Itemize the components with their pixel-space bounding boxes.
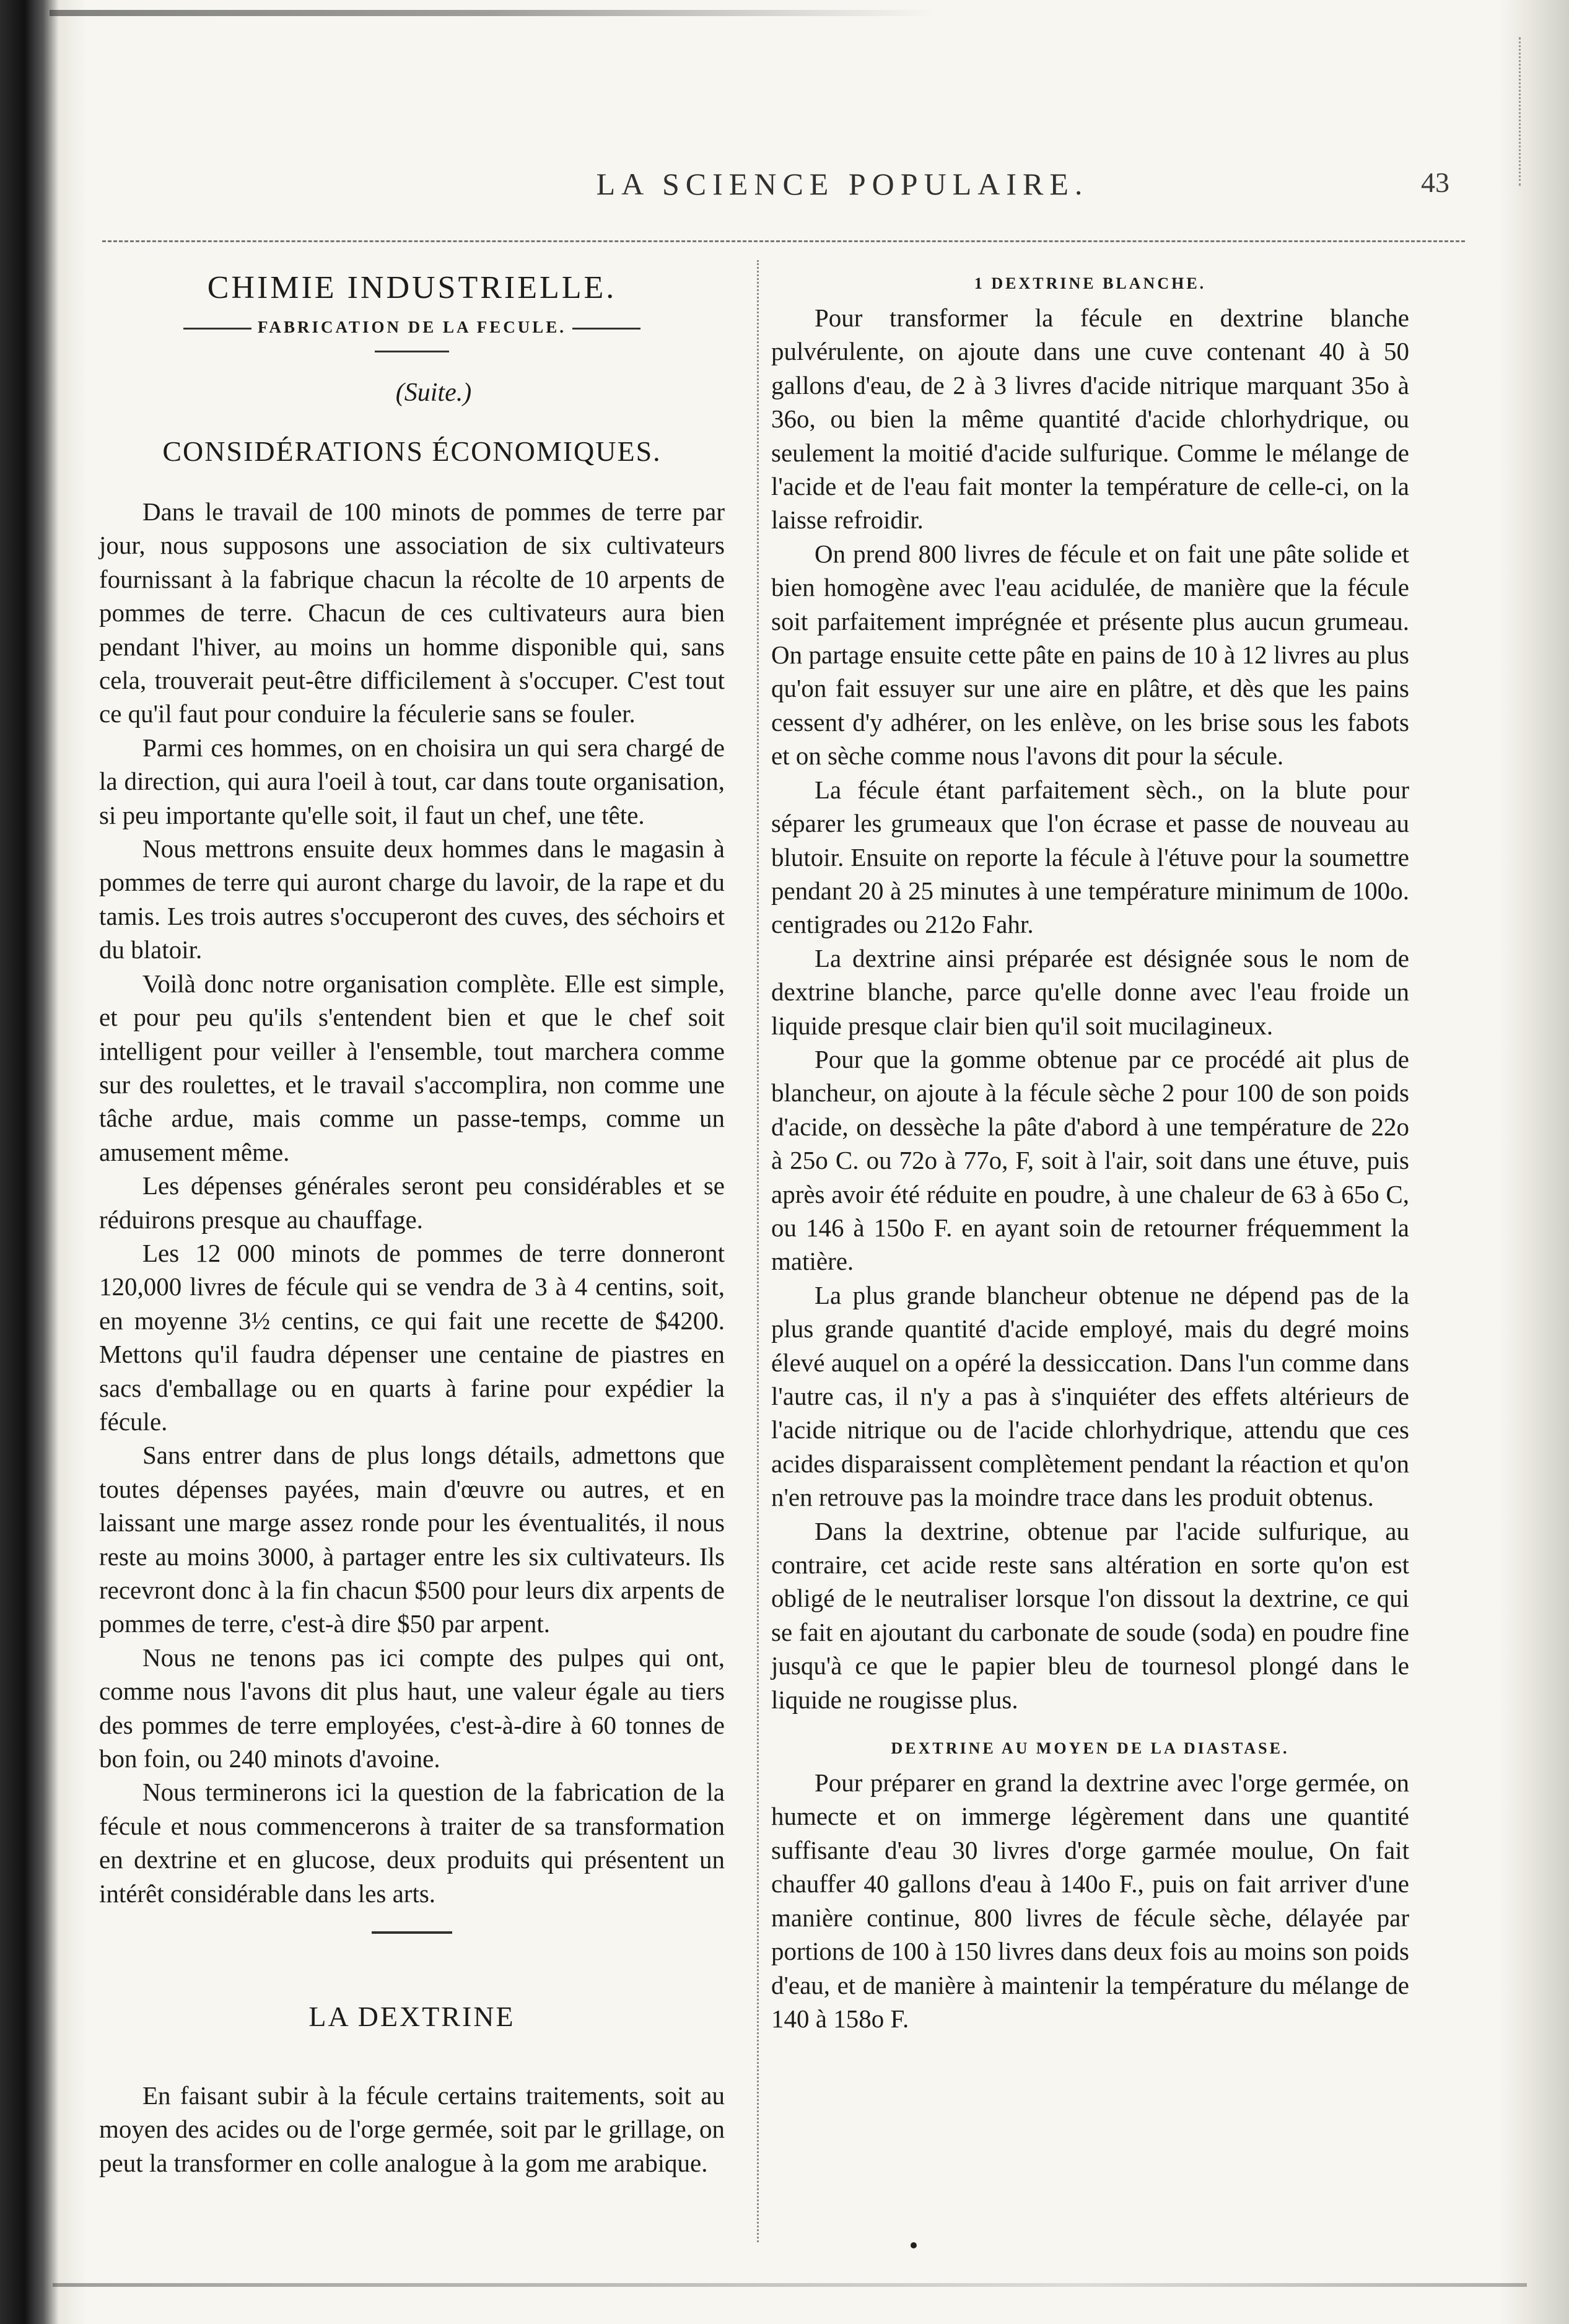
paragraph: Pour transformer la fécule en dextrine blanche pulvérulente, on ajoute dans une cuve contenant 40 à 50 gallons d'eau, de 2 à 3 livres d'acide nitrique marquant 35o à 36o, ou bien la même quantité d'acide chlorhydrique, ou seulement la moitié d'acide sulfurique. Comme le mélange de l'acide et de l'eau fait monter la température de celle-ci, on la laisse refroidir.: [771, 304, 1409, 535]
paragraph: La dextrine ainsi préparée est désignée sous le nom de dextrine blanche, parce qu'elle donne avec l'eau froide un liquide presque clair bien qu'il soit mucilagineux.: [771, 943, 1409, 1040]
ink-dot: [911, 2242, 917, 2248]
paragraph: Pour que la gomme obtenue par ce procédé ait plus de blancheur, on ajoute à la fécule sèche 2 pour 100 de son poids d'acide, on dessèche la pâte d'abord à une température de 22o à 25o C. ou 72o à 77o, F, soit à l'air, soit dans une étuve, puis après avoir été réduite en poudre, à une chaleur de 63 à 65o C, ou 146 à 150o F. en ayant soin de retourner fréquemment la matière.: [771, 1044, 1409, 1276]
paragraph: Nous terminerons ici la question de la fabrication de la fécule et nous commencerons à traiter de sa transformation en dextrine et en glucose, deux produits qui présentent un intérêt considérable dans les arts.: [99, 1778, 725, 1908]
paragraph: La fécule étant parfaitement sèch., on la blute pour séparer les grumeaux que l'on écrase et passe de nouveau au blutoir. Ensuite on reporte la fécule à l'étuve pour la soumettre pendant 20 à 25 minutes à une température minimum de 100o. centigrades ou 212o Fahr.: [771, 775, 1409, 939]
subtitle-dash: [572, 328, 640, 330]
column-divider: [757, 260, 759, 2242]
article-subtitle: [99, 310, 725, 344]
paragraph: Pour préparer en grand la dextrine avec l'orge germée, on humecte et on immerge légèrement dans une quantité suffisante d'eau 30 livres d'orge garmée moulue, On fait chauffer 40 gallons d'eau à 140o F., puis on fait arriver d'une manière continue, 800 livres de fécule sèche, délayée par portions de 100 à 150 livres dans deux fois au moins son poids d'eau, et de manière à maintenir la température du mélange de 140 à 158o F.: [771, 1768, 1409, 2033]
separator-rule: [372, 1931, 452, 1934]
page-number: 43: [1421, 167, 1449, 198]
dextrine-title: LA DEXTRINE: [308, 2001, 515, 2033]
subtitle-dash: [183, 328, 251, 330]
paragraph: Dans la dextrine, obtenue par l'acide sulfurique, au contraire, cet acide reste sans altération en sorte qu'on est obligé de le neutraliser lorsque l'on dissout la dextrine, ce qui se fait en ajoutant du carbonate de soude (soda) en poudre fine jusqu'à ce que le papier bleu de tournesol plongé dans le liquide ne rougisse plus.: [771, 1516, 1409, 1714]
sub-heading: CONSIDÉRATIONS ÉCONOMIQUES.: [162, 435, 662, 467]
left-column: [99, 266, 725, 2180]
header-rule: [102, 240, 1465, 242]
paragraph: Les 12 000 minots de pommes de terre donneront 120,000 livres de fécule qui se vendra de 3 à 4 centins, soit, en moyenne 3½ centins, ce qui fait une recette de $4200. Mettons qu'il faudra dépenser une centaine de piastres en sacs d'emballage ou en quarts à farine pour expédier la fécule.: [99, 1238, 725, 1436]
paragraph: Sans entrer dans de plus longs détails, admettons que toutes dépenses payées, main d'œuvre ou autres, et en laissant une marge assez ronde pour les éventualités, il nous reste au moins 3000, à partager entre les six cultivateurs. Ils recevront donc à la fin chacun $500 pour leurs dix arpents de pommes de terre, c'est-à dire $50 par arpent.: [99, 1441, 725, 1638]
subtitle-text: FABRICATION DE LA FECULE.: [257, 318, 567, 336]
scan-edge-top: [50, 10, 1524, 16]
separator-rule: [375, 351, 449, 352]
right-column: [771, 266, 1409, 2035]
paragraph: La plus grande blancheur obtenue ne dépend pas de la plus grande quantité d'acide employé, mais du degré moins élevé auquel on a opéré la dessiccation. Dans l'un comme dans l'autre cas, il n'y a pas à s'inquiéter des effets altérieurs de l'acide nitrique ou de l'acide chlorhydrique, attendu que ces acides disparaissent complètement pendant la réaction et qu'on n'en retrouve pas la moindre trace dans les produit obtenus.: [771, 1280, 1409, 1512]
running-title: LA SCIENCE POPULAIRE.: [596, 167, 1089, 201]
paragraph: Les dépenses générales seront peu considérables et se réduirons presque au chauffage.: [99, 1171, 725, 1234]
page-header: [56, 166, 1449, 216]
paragraph: En faisant subir à la fécule certains traitements, soit au moyen des acides ou de l'orge germée, soit par le grillage, on peut la transformer en colle analogue à la gom me arabique.: [99, 2081, 725, 2177]
paragraph: Dans le travail de 100 minots de pommes de terre par jour, nous supposons une association de six cultivateurs fournissant à la fabrique chacun la récolte de 10 arpents de pommes de terre. Chacun de ces cultivateurs aura bien pendant l'hiver, au moins un homme disponible qui, sans cela, trouverait peut-être difficilement à s'occuper. C'est tout ce qu'il faut pour conduire la féculerie sans se fouler.: [99, 497, 725, 728]
paragraph: Nous ne tenons pas ici compte des pulpes qui ont, comme nous l'avons dit plus haut, une valeur égale au tiers des pommes de terre employées, c'est-à-dire à 60 tonnes de bon foin, ou 240 minots d'avoine.: [99, 1643, 725, 1773]
paragraph: On prend 800 livres de fécule et on fait une pâte solide et bien homogène avec l'eau acidulée, de manière que la fécule soit parfaitement imprégnée et présente plus aucun grumeau. On partage ensuite cette pâte en pains de 10 à 12 livres au plus qu'on fait essuyer sur une aire en plâtre, et dès que les pains cessent d'y adhérer, on les enlève, on les brise sous les fabots et on sèche comme nous l'avons dit pour la sécule.: [771, 539, 1409, 771]
margin-stamp: [1519, 37, 1558, 186]
suite-label: (Suite.): [395, 378, 472, 407]
scan-edge-bottom: [53, 2283, 1527, 2287]
heading-dextrine-blanche: 1 DEXTRINE BLANCHE.: [974, 274, 1207, 292]
heading-dextrine-diastase: DEXTRINE AU MOYEN DE LA DIASTASE.: [891, 1739, 1290, 1758]
paragraph: Voilà donc notre organisation complète. Elle est simple, et pour peu qu'ils s'entendent bien et que le chef soit intelligent pour veiller à l'ensemble, tout marchera comme sur des roulettes, et le travail s'accomplira, non comme une tâche ardue, mais comme un passe-temps, comme un amusement même.: [99, 969, 725, 1166]
section-title: CHIMIE INDUSTRIELLE.: [207, 270, 617, 305]
paragraph: Parmi ces hommes, on en choisira un qui sera chargé de la direction, qui aura l'oeil à tout, car dans toute organisation, si peu importante qu'elle soit, il faut un chef, une tête.: [99, 733, 725, 829]
paragraph: Nous mettrons ensuite deux hommes dans le magasin à pommes de terre qui auront charge du lavoir, de la rape et du tamis. Les trois autres s'occuperont des cuves, des séchoirs et du blatoir.: [99, 834, 725, 964]
